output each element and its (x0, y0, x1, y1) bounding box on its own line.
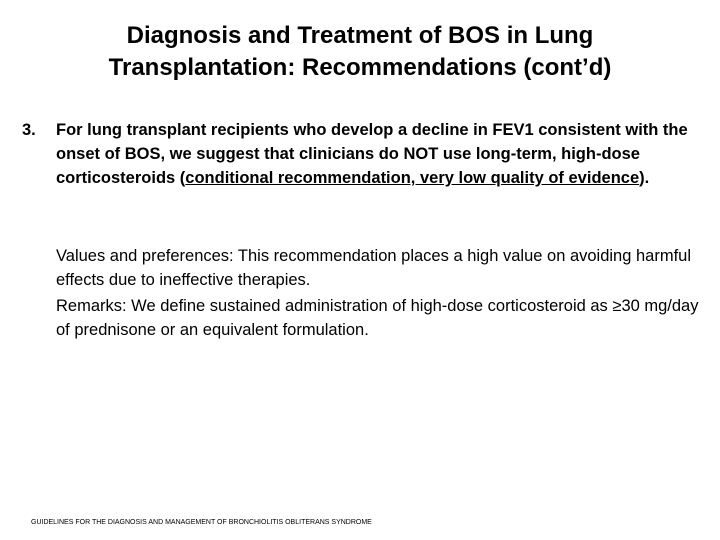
recommendation-number: 3. (22, 121, 36, 139)
remarks: Remarks: We define sustained administration of high-dose corticosteroid as ≥30 mg/day of prednisone or an equivalent formulation. (56, 297, 699, 339)
slide-title-line-2: Transplantation: Recommendations (cont’d) (108, 54, 612, 81)
recommendation-text-end: ). (639, 169, 650, 187)
slide-title-line-1: Diagnosis and Treatment of BOS in Lung (126, 22, 594, 49)
footer-text: GUIDELINES FOR THE DIAGNOSIS AND MANAGEMENT OF BRONCHIOLITIS OBLITERANS SYNDROME (31, 519, 372, 526)
recommendation-strength: conditional recommendation, very low quality of evidence (185, 169, 640, 187)
recommendation-text-main: For lung transplant recipients who develop a decline in FEV1 consistent with the onset of BOS, we suggest that clinicians do NOT use long-term, high-dose corticosteroids ( (56, 121, 688, 187)
slide-title (0, 20, 720, 84)
recommendation-text (56, 118, 712, 190)
values-and-preferences: Values and preferences: This recommendation places a high value on avoiding harmful effects due to ineffective therapies. (56, 247, 692, 289)
recommendation-item (22, 118, 712, 190)
